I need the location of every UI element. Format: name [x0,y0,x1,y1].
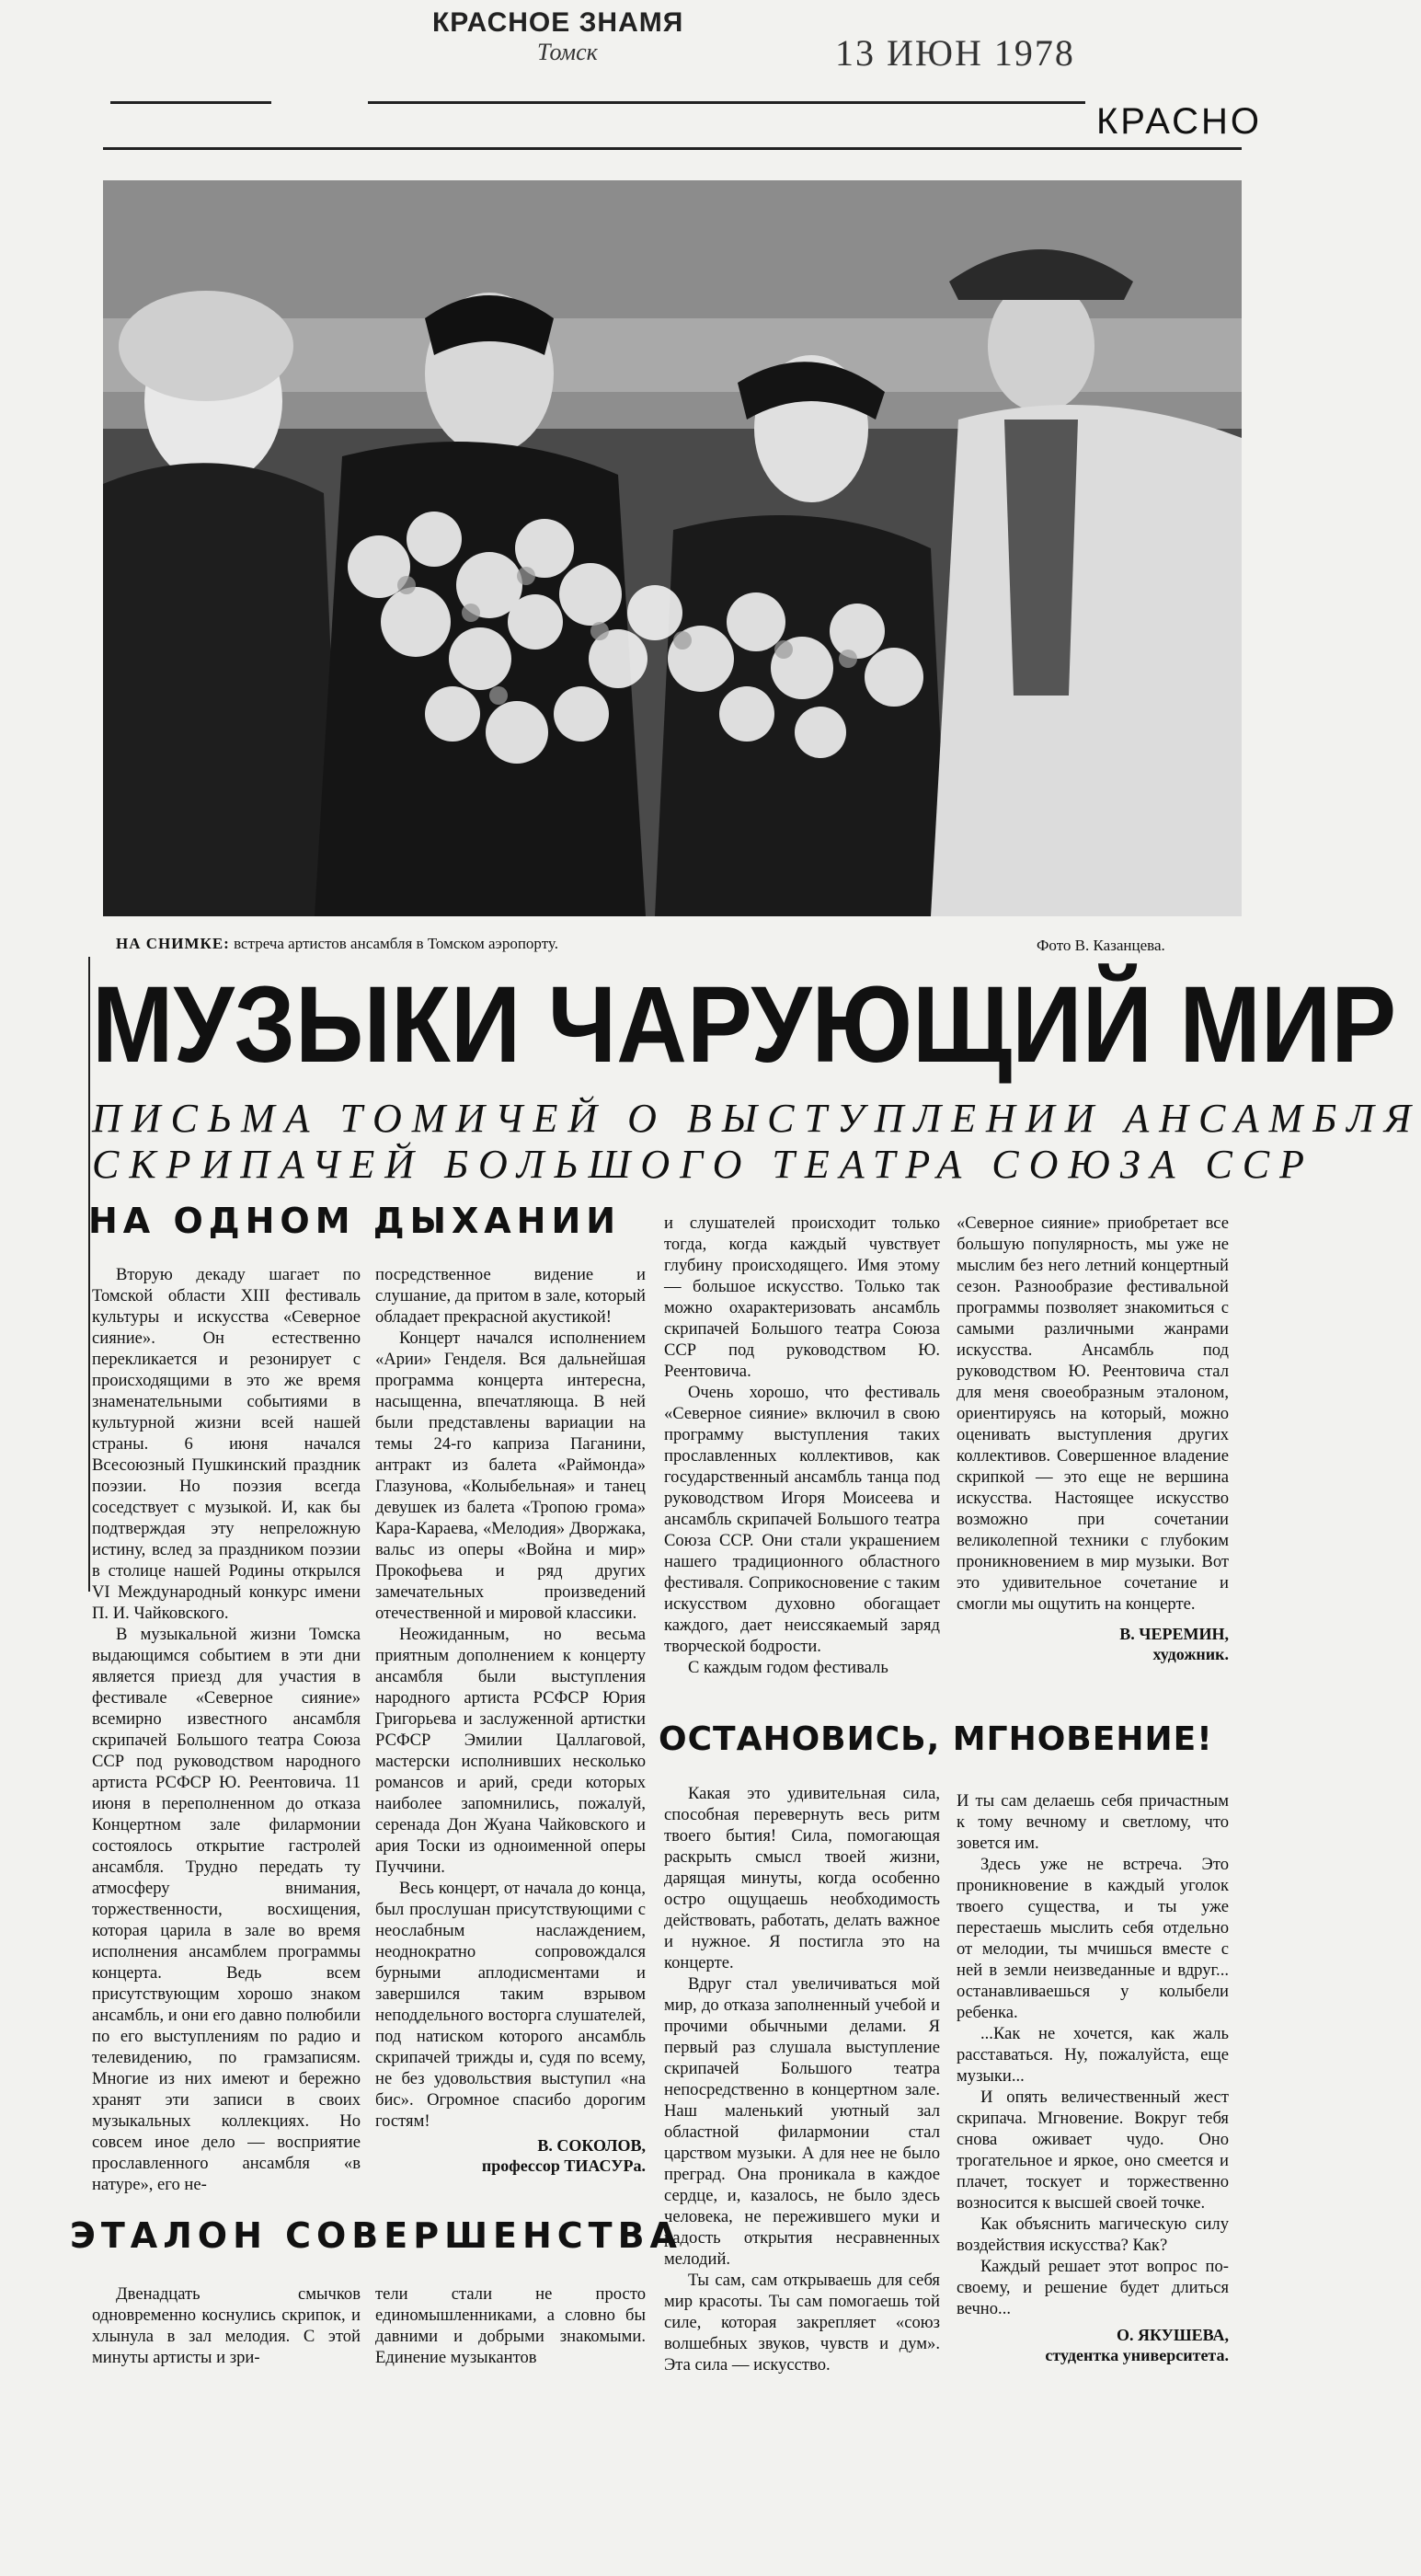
paragraph: С каждым годом фестиваль [688,1658,888,1677]
header-rule-mid [368,101,1085,104]
signature-cheremin [957,1624,1229,1664]
article-title-etalon: ЭТАЛОН СОВЕРШЕНСТВА [70,2215,682,2256]
paragraph: Каждый решает этот вопрос по-своему, и решение будет длиться вечно... [957,2257,1229,2318]
paragraph: Двенадцать смычков одновременно коснулись скрипок, и хлынула в зал мелодия. С этой минуты артисты и зри- [92,2284,361,2367]
paragraph: и слушателей происходит только тогда, когда каждый чувствует глубину происходящего. Имя этому — большое искусство. Только так можно охарактеризовать ансамбль скрипачей Большого театра Союза ССР под руководством Ю. Реентовича. [664,1213,940,1381]
paragraph: тели стали не просто единомышленниками, а словно бы давними и добрыми знакомыми. Единение музыкантов [375,2284,646,2367]
header-rule-short [110,101,271,104]
etalon-column-2 [375,2283,646,2368]
column-3-top [664,1213,940,1678]
paragraph: Очень хорошо, что фестиваль «Северное сияние» включил в свою программу выступления таких прославленных коллективов, как государственный ансамбль танца под руководством Игоря Моисеева и ансамбль скрипачей Большого театра Союза ССР. Они стали украшением нашего традиционного областного фестиваля. Соприкосновение с таким искусством духовно обогащает каждого, дает неиссякаемый заряд творческой бодрости. [664,1383,940,1656]
paragraph: «Северное сияние» приобретает все большую популярность, мы уже не мыслим без него летний концертный сезон. Разнообразие фестивальной программы позволяет знакомиться с самыми различными жанрами искусства. Ансамбль под руководством Ю. Реентовича стал для меня своеобразным эталоном, ориентируясь на который, можно оценивать выступления других коллективов. Совершенное владение скрипкой — это еще не вершина искусства. Настоящее искусство возможно при сочетании великолепной техники с глубоким проникновением в мир музыки. Вот это удивительное сочетание и смогли мы ощутить на концерте. [957,1213,1229,1614]
column-1 [92,1264,361,2195]
paragraph: Здесь уже не встреча. Это проникновение в каждый уголок твоего существа, и ты уже перестаешь мыслить себя отдельно от мелодии, ты мчишься вместе с ней в земли неизведанные и вдруг... останавливаешься у колыбели ребенка. [957,1855,1229,2022]
signature-role: студентка университета. [1045,2346,1229,2364]
signature-role: художник. [1152,1645,1229,1663]
paragraph: Какая это удивительная сила, способная перевернуть весь ритм твоего бытия! Сила, помогающая раскрыть смысл твоей жизни, дарящая минуты, когда особенно остро ощущаешь необходимость действовать, работать, делать важное и нужное. Я постигла это на концерте. [664,1784,940,1972]
paragraph: В музыкальной жизни Томска выдающимся событием в эти дни является приезд для участия в фестивале «Северное сияние» всемирно известного ансамбля скрипачей Большого театра Союза ССР под руководством народного артиста РСФСР Ю. Реентовича. 11 июня в переполненном до отказа Концертном зале филармонии состоялось открытие гастролей ансамбля. Трудно передать ту атмосферу внимания, торжественности, восхищения, которая царила в зале во время исполнения ансамблем программы концерта. Ведь всем присутствующим хорошо знаком ансамбль, и они его давно полюбили по его выступлениям по радио и телевидению, по грамзаписям. Многие из них имеют и бережно хранят эти записи в своих музыкальных коллекциях. Но совсем иное дело — восприятие прославленного ансамбля «в натуре», его не- [92,1625,361,2194]
left-border-rule [88,957,90,1592]
city-label: Томск [537,39,598,65]
article-title-one-breath: НА ОДНОМ ДЫХАНИИ [88,1201,622,1241]
news-photo [103,180,1242,916]
article-title-stop-moment: ОСТАНОВИСЬ, МГНОВЕНИЕ! [659,1720,1213,1758]
signature-role: профессор ТИАСУРа. [481,2156,646,2175]
signature-yakusheva [957,2325,1229,2365]
paragraph: посредственное видение и слушание, да притом в зале, который обладает прекрасной акустикой! [375,1265,646,1327]
paragraph: ...Как не хочется, как жаль расставаться. Ну, пожалуйста, еще музыки... [957,2024,1229,2086]
paragraph: И опять величественный жест скрипача. Мгновение. Вокруг тебя снова оживает чудо. Оно трогательное и яркое, оно смеется и плачет, тоскует и торжественно возносится к высшей своей точке. [957,2087,1229,2213]
paragraph: Как объяснить магическую силу воздействия искусства? Как? [957,2214,1229,2255]
signature-name: В. СОКОЛОВ, [537,2136,646,2155]
caption-lead: НА СНИМКЕ: [116,935,230,952]
paragraph: Концерт начался исполнением «Арии» Генделя. Вся дальнейшая программа концерта интересна, насыщенна, впечатляюща. В ней были представлены вариации на темы 24-го каприза Паганини, антракт из балета «Раймонда» Глазунова, «Колыбельная» и танец девушек из балета «Тропою грома» Кара-Караева, «Мелодия» Дворжака, вальс из оперы «Война и мир» Прокофьева и ряд других замечательных произведений отечественной и мировой классики. [375,1328,646,1623]
paragraph: Вторую декаду шагает по Томской области XIII фестиваль культуры и искусства «Северное сияние». Он естественно перекликается и резонирует с происходящими в это же время знаменательными событиями в культурной жизни всей нашей страны. 6 июня начался Всесоюзный Пушкинский праздник поэзии. Но поэзия всегда соседствует с музыкой. И, как бы подтверждая эту непреложную истину, вслед за праздником поэзии в столице нашей Родины открылся VI Международный конкурс имени П. И. Чайковского. [92,1265,361,1623]
paragraph: Ты сам, сам открываешь для себя мир красоты. Ты сам помогаешь той силе, которая закрепляет «союз волшебных звуков, чувств и дум». Эта сила — искусство. [664,2271,940,2375]
photo-caption [116,935,558,953]
subheadline-line1: ПИСЬМА ТОМИЧЕЙ О ВЫСТУПЛЕНИИ АНСАМБЛЯ [92,1096,1421,1141]
caption-text: встреча артистов ансамбля в Томском аэропорту. [234,935,558,952]
column-4-top [957,1213,1229,1664]
newspaper-masthead: КРАСНОЕ ЗНАМЯ [432,7,684,38]
etalon-column-1 [92,2283,361,2368]
photo-illustration [103,180,1242,916]
header-rule-long [103,147,1242,150]
column-4-bottom [957,1790,1229,2365]
paragraph: Неожиданным, но весьма приятным дополнением к концерту ансамбля были выступления народного артиста РСФСР Юрия Григорьева и заслуженной артистки РСФСР Эмилии Цаллаговой, мастерски исполнивших несколько романсов и арий, среди которых наиболее запомнились, пожалуй, серенада Дон Жуана Чайковского и ария Тоски из одноименной оперы Пуччини. [375,1625,646,1877]
main-headline: МУЗЫКИ ЧАРУЮЩИЙ МИР [92,964,1397,1086]
date-stamp: 13 ИЮН 1978 [835,32,1075,74]
paragraph: Вдруг стал увеличиваться мой мир, до отказа заполненный учебой и прочими обычными делами. Я первый раз слушала выступление скрипачей Большого театра непосредственно в концертном зале. Наш маленький уютный зал областной филармонии стал царством музыки. А для нее не было преград. Она проникала в каждое сердце, и, казалось, не было здесь человека, не пережившего муки и радость открытия несравненных мелодий. [664,1974,940,2269]
column-2 [375,1264,646,2176]
photo-credit: Фото В. Казанцева. [1037,937,1165,954]
signature-name: О. ЯКУШЕВА, [1116,2326,1229,2344]
newspaper-brand: КРАСНО [1096,101,1262,142]
column-3-bottom [664,1783,940,2375]
paragraph: И ты сам делаешь себя причастным к тому вечному и светлому, что зовется им. [957,1791,1229,1853]
signature-name: В. ЧЕРЕМИН, [1119,1625,1229,1643]
subheadline-line2: СКРИПАЧЕЙ БОЛЬШОГО ТЕАТРА СОЮЗА ССР [92,1142,1315,1187]
paragraph: Весь концерт, от начала до конца, был прослушан присутствующими с неослабным наслаждением, неоднократно сопровождался бурными аплодисментами и завершился таким взрывом неподдельного восторга слушателей, под натиском которого ансамбль скрипачей трижды и, судя по всему, не без удовольствия выступил «на бис». Огромное спасибо дорогим гостям! [375,1879,646,2131]
signature-sokolov [375,2135,646,2176]
